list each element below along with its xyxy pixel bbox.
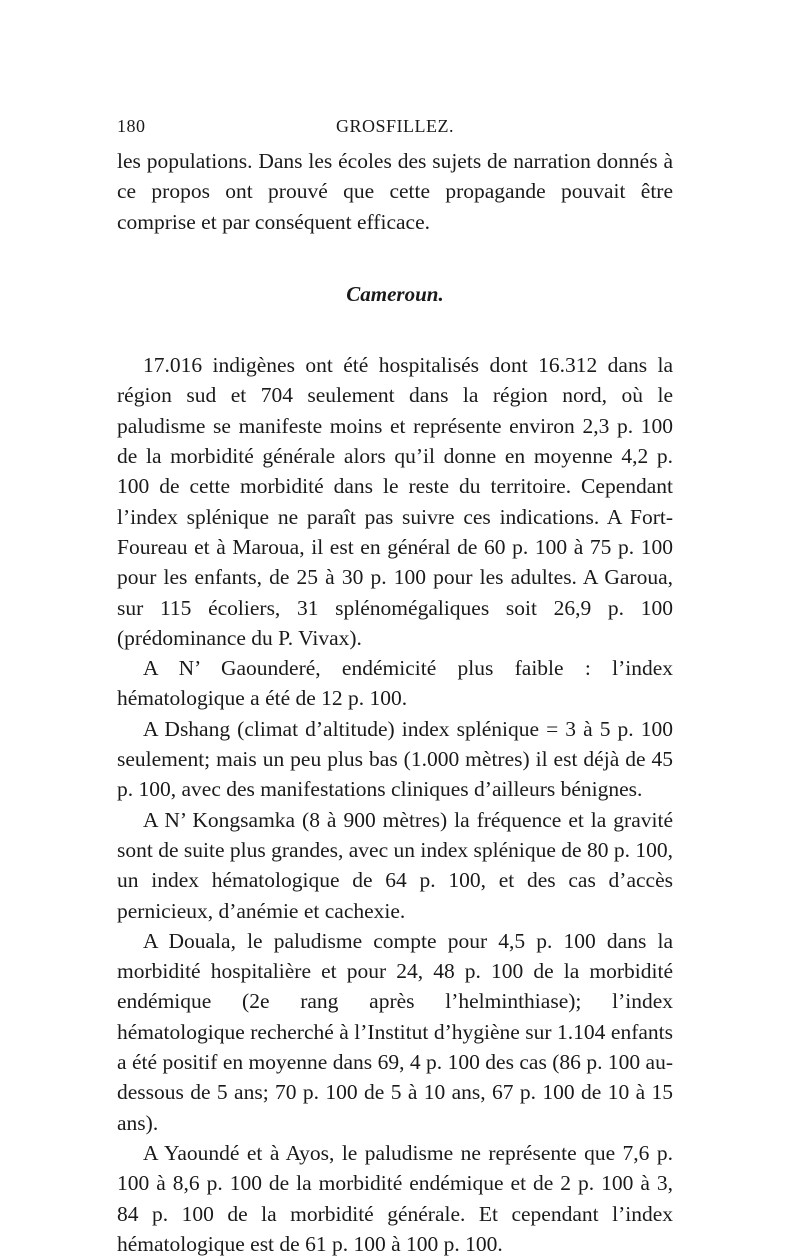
paragraph-yaounde: A Yaoundé et à Ayos, le paludisme ne représente que 7,6 p. 100 à 8,6 p. 100 de la morbidité endémique et de 2 p. 100 à 3, 84 p. 100 de la morbidité générale. Et cependant l’index hématologique est de 61 p. 100 à 100 p. 100.	[117, 1140, 673, 1256]
body-text	[117, 146, 673, 1259]
paragraph-gaoundere: A N’ Gaounderé, endémicité plus faible : l’index hématologique a été de 12 p. 100.	[117, 656, 673, 711]
paragraph-kongsamka: A N’ Kongsamka (8 à 900 mètres) la fréquence et la gravité sont de suite plus grandes, avec un index splénique de 80 p. 100, un index hématologique de 64 p. 100, et des cas d’accès pernicieux, d’anémie et cachexie.	[117, 807, 673, 923]
page-number: 180	[117, 116, 146, 136]
running-title: GROSFILLEZ.	[336, 116, 454, 136]
section-heading: Cameroun.	[346, 281, 444, 306]
running-head	[117, 116, 673, 142]
paragraph-dshang: A Dshang (climat d’altitude) index splénique = 3 à 5 p. 100 seulement; mais un peu plus bas (1.000 mètres) il est déjà de 45 p. 100, avec des manifestations cliniques d’ailleurs bénignes.	[117, 716, 673, 802]
paragraph-hospitalisations: 17.016 indigènes ont été hospitalisés dont 16.312 dans la région sud et 704 seulement dans la région nord, où le paludisme se manifeste moins et représente environ 2,3 p. 100 de la morbidité générale alors qu’il donne en moyenne 4,2 p. 100 de cette morbidité dans le reste du territoire. Cependant l’index splénique ne paraît pas suivre ces indications. A Fort-Foureau et à Maroua, il est en général de 60 p. 100 à 75 p. 100 pour les enfants, de 25 à 30 p. 100 pour les adultes. A Garoua, sur 115 écoliers, 31 splénomégaliques soit 26,9 p. 100 (prédominance du P. Vivax).	[117, 353, 673, 650]
paragraph-douala: A Douala, le paludisme compte pour 4,5 p. 100 dans la morbidité hospitalière et pour 24, 48 p. 100 de la morbidité endémique (2e rang après l’helminthiase); l’index hématologique recherché à l’Institut d’hygiène sur 1.104 enfants a été positif en moyenne dans 69, 4 p. 100 des cas (86 p. 100 au-dessous de 5 ans; 70 p. 100 de 5 à 10 ans, 67 p. 100 de 10 à 15 ans).	[117, 928, 673, 1135]
intro-paragraph: les populations. Dans les écoles des sujets de narration donnés à ce propos ont prouvé que cette propagande pouvait être comprise et par conséquent efficace.	[117, 149, 673, 234]
